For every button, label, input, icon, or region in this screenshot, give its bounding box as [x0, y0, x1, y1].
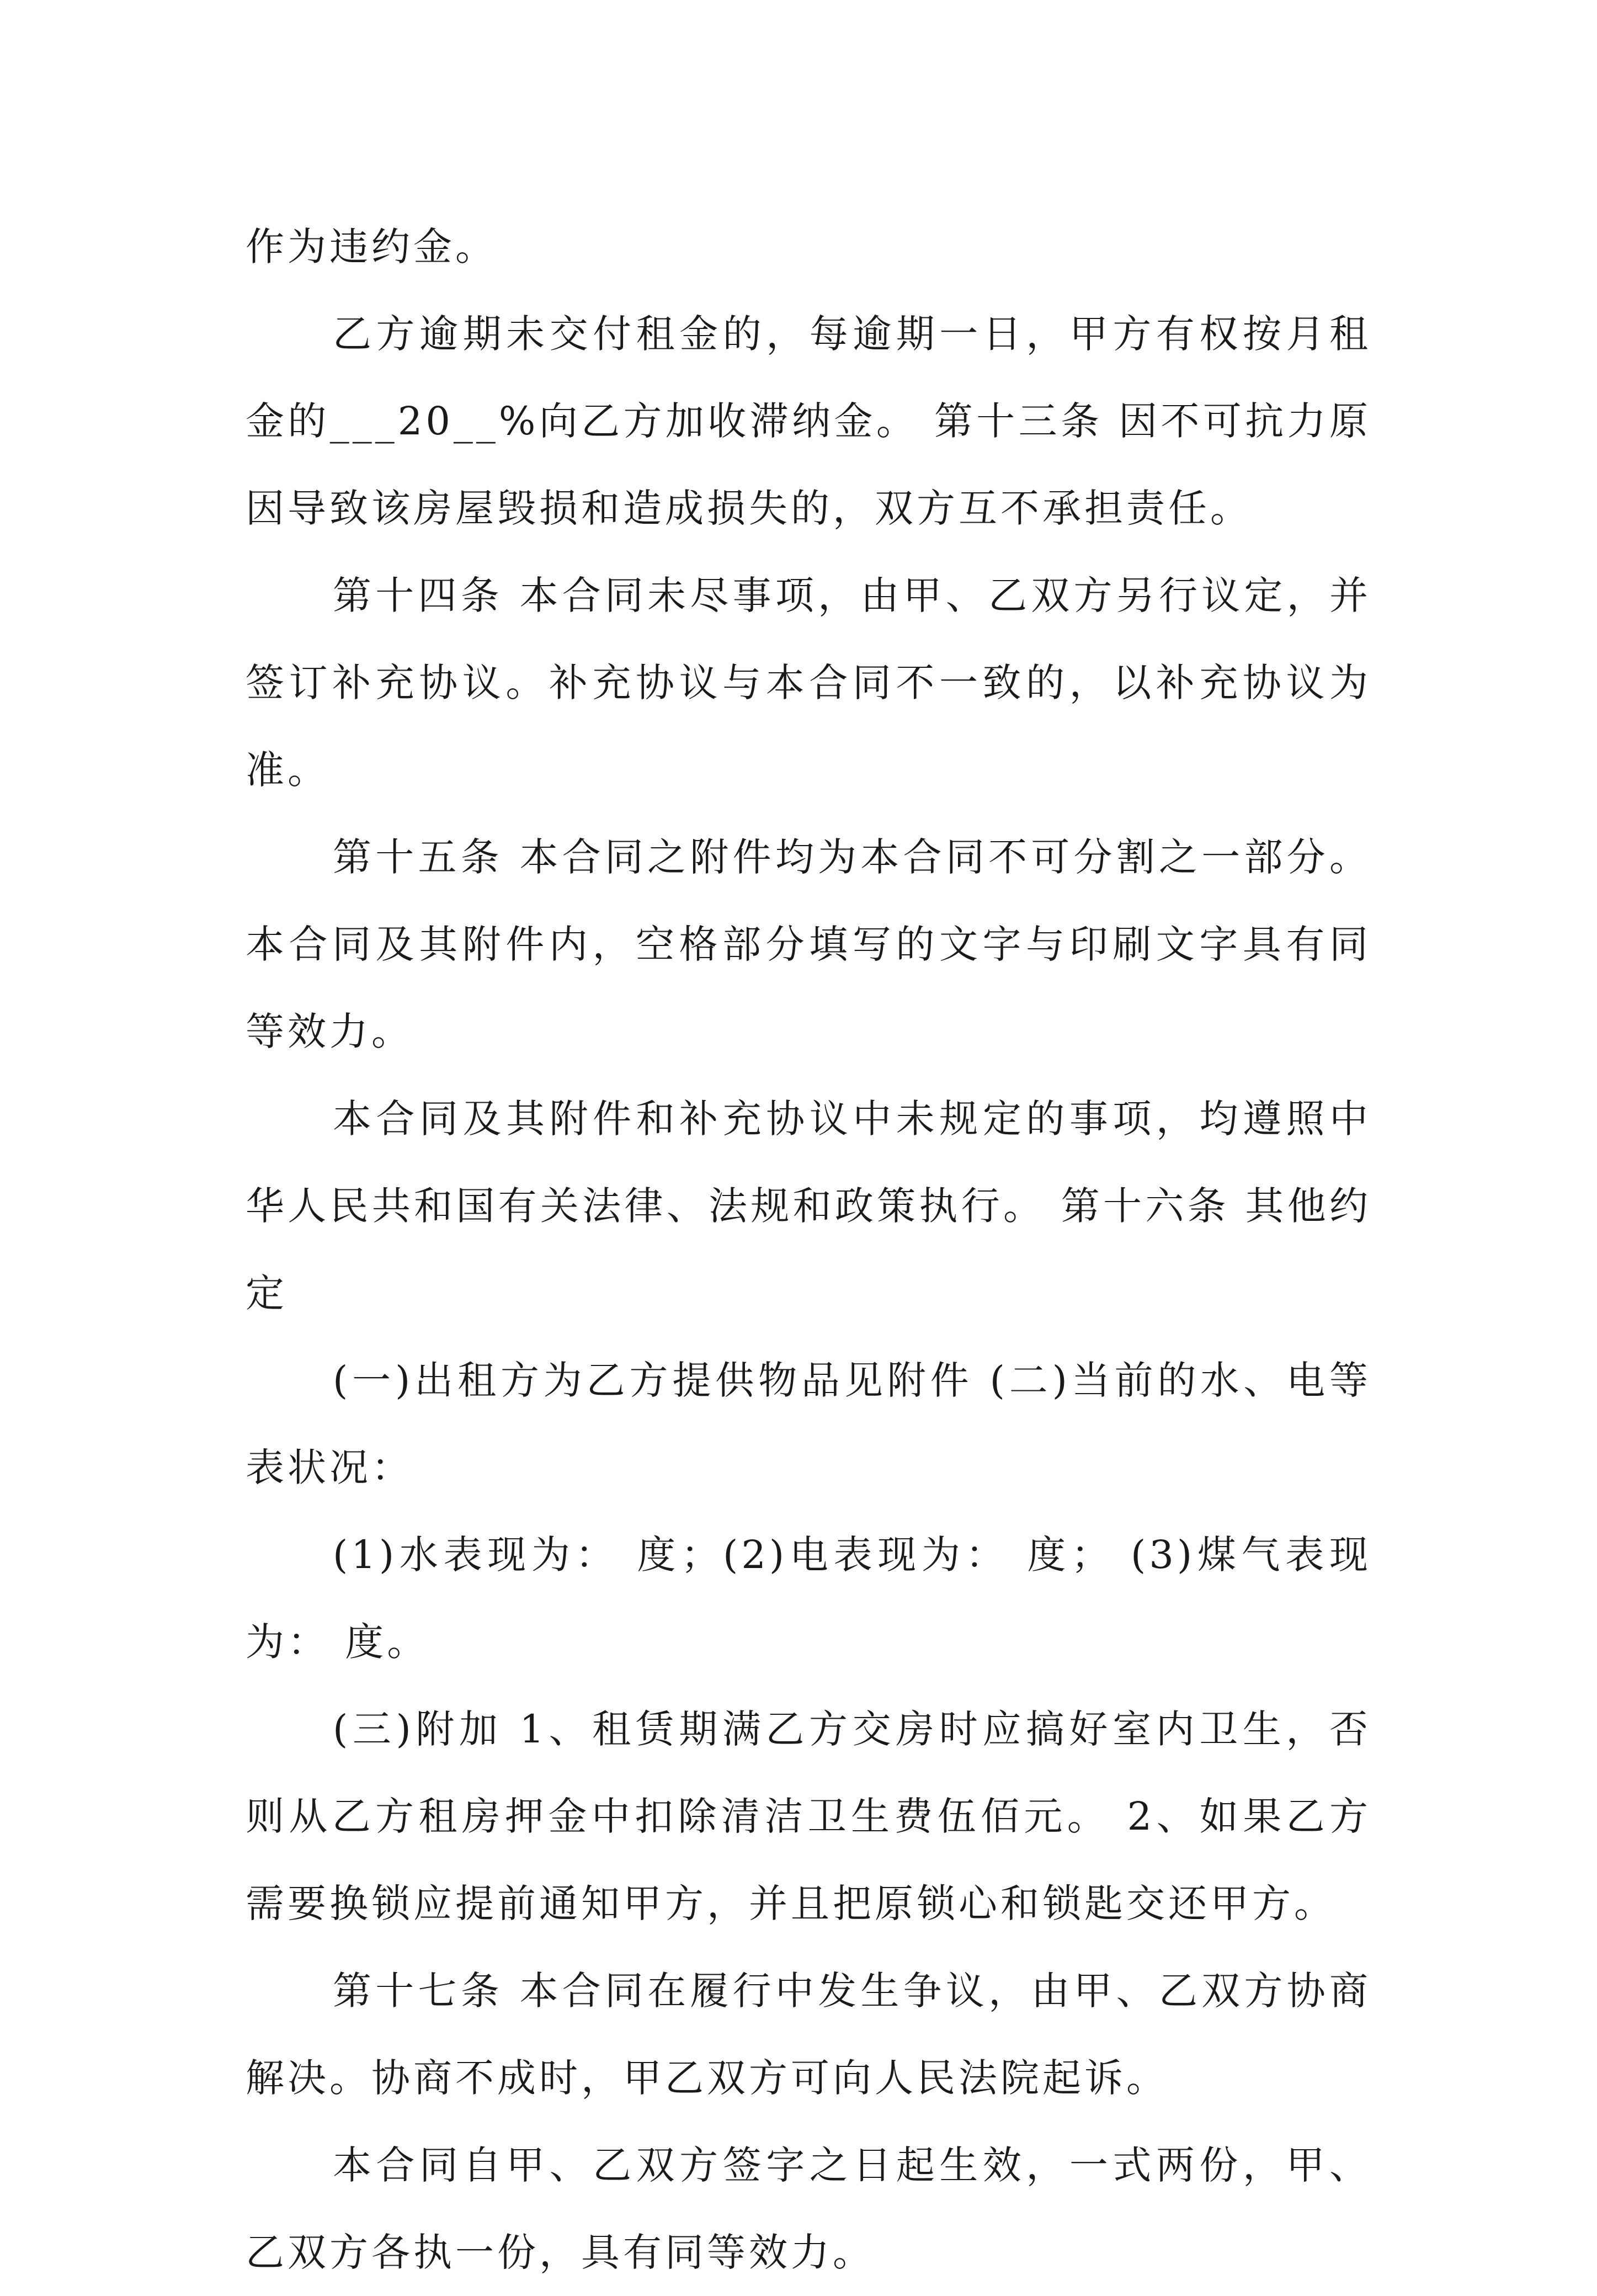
late-fee-blank-post: __ — [453, 398, 499, 444]
paragraph-late-fee — [246, 290, 1371, 552]
paragraph-provided-items: (一)出租方为乙方提供物品见附件 (二)当前的水、电等表状况： — [246, 1358, 1371, 1490]
paragraph-meter-readings: (1)水表现为： 度；(2)电表现为： 度； (3)煤气表现为： 度。 — [246, 1532, 1371, 1665]
paragraph-article-14: 第十四条 本合同未尽事项，由甲、乙双方另行议定，并签订补充协议。补充协议与本合同不一致的，以补充协议为准。 — [246, 573, 1371, 793]
late-fee-text-before: 乙方逾期未交付租金的，每逾期一日，甲方有权按月租金的 — [246, 311, 1371, 444]
late-fee-text-after: %向乙方加收滞纳金。 第十三条 因不可抗力原因导致该房屋毁损和造成损失的，双方互不承担责任。 — [246, 398, 1372, 531]
late-fee-rate-value: 20 — [397, 398, 454, 444]
paragraph-article-15: 第十五条 本合同之附件均为本合同不可分割之一部分。本合同及其附件内，空格部分填写的文字与印刷文字具有同等效力。 — [246, 835, 1371, 1054]
document-body — [246, 203, 1371, 2296]
paragraph-effective-clause: 本合同自甲、乙双方签字之日起生效，一式两份，甲、乙双方各执一份，具有同等效力。 — [246, 2143, 1371, 2275]
paragraph-penalty-end: 作为违约金。 — [246, 224, 497, 269]
late-fee-blank-pre: ___ — [329, 398, 398, 444]
paragraph-additional-terms: (三)附加 1、租赁期满乙方交房时应搞好室内卫生，否则从乙方租房押金中扣除清洁卫生费伍佰元。 2、如果乙方需要换锁应提前通知甲方，并且把原锁心和锁匙交还甲方。 — [246, 1707, 1371, 1926]
paragraph-unregulated-matters: 本合同及其附件和补充协议中未规定的事项，均遵照中华人民共和国有关法律、法规和政策执行。 第十六条 其他约定 — [246, 1096, 1371, 1316]
paragraph-article-17: 第十七条 本合同在履行中发生争议，由甲、乙双方协商解决。协商不成时，甲乙双方可向人民法院起诉。 — [246, 1968, 1371, 2101]
